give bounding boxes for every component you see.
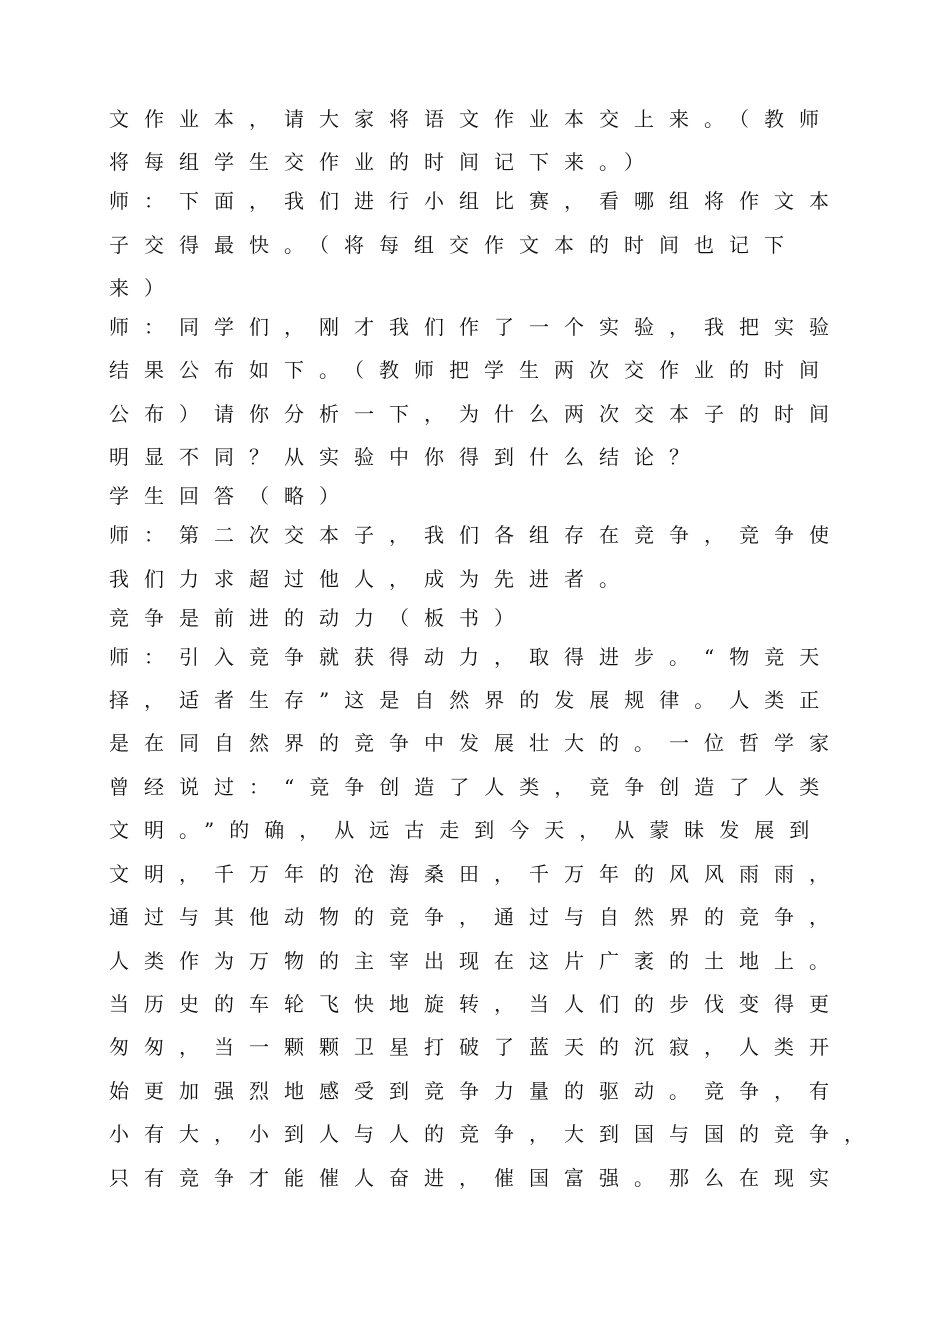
text-line: 我们力求超过他人，成为先进者。 <box>109 567 634 591</box>
text-line: 公布）请你分析一下，为什么两次交本子的时间 <box>109 402 844 426</box>
text-line: 师：下面，我们进行小组比赛，看哪组将作文本 <box>109 189 844 213</box>
text-line: 结果公布如下。（教师把学生两次交作业的时间 <box>109 358 834 382</box>
text-line: 学生回答（略） <box>109 484 354 508</box>
text-line: 文明，千万年的沧海桑田，千万年的风风雨雨， <box>109 862 844 886</box>
text-line: 人类作为万物的主宰出现在这片广袤的土地上。 <box>109 949 844 973</box>
text-line: 师：同学们，刚才我们作了一个实验，我把实验 <box>109 315 844 339</box>
text-line: 匆匆，当一颗颗卫星打破了蓝天的沉寂，人类开 <box>109 1035 844 1059</box>
text-line: 始更加强烈地感受到竞争力量的驱动。竞争，有 <box>109 1079 844 1103</box>
text-line: 文作业本，请大家将语文作业本交上来。（教师 <box>109 107 834 131</box>
text-line: 通过与其他动物的竞争，通过与自然界的竞争， <box>109 905 844 929</box>
text-line: 子交得最快。（将每组交作文本的时间也记下 <box>109 233 799 257</box>
text-line: 竞争是前进的动力（板书） <box>109 606 529 630</box>
text-line: 明显不同？从实验中你得到什么结论？ <box>109 445 704 469</box>
text-line: 是在同自然界的竞争中发展壮大的。一位哲学家 <box>109 731 844 755</box>
text-line: 师：引入竞争就获得动力，取得进步。“物竞天 <box>109 645 835 669</box>
text-line: 当历史的车轮飞快地旋转，当人们的步伐变得更 <box>109 992 844 1016</box>
text-line: 来） <box>109 276 179 300</box>
text-line: 曾经说过：“竞争创造了人类，竞争创造了人类 <box>109 775 835 799</box>
text-line: 将每组学生交作业的时间记下来。） <box>109 150 659 174</box>
text-line: 只有竞争才能催人奋进，催国富强。那么在现实 <box>109 1166 844 1190</box>
text-line: 师：第二次交本子，我们各组存在竞争，竞争使 <box>109 523 844 547</box>
text-line: 文明。”的确，从远古走到今天，从蒙昧发展到 <box>109 818 825 842</box>
text-line: 小有大，小到人与人的竞争，大到国与国的竞争， <box>109 1122 879 1146</box>
text-line: 择，适者生存”这是自然界的发展规律。人类正 <box>109 688 835 712</box>
